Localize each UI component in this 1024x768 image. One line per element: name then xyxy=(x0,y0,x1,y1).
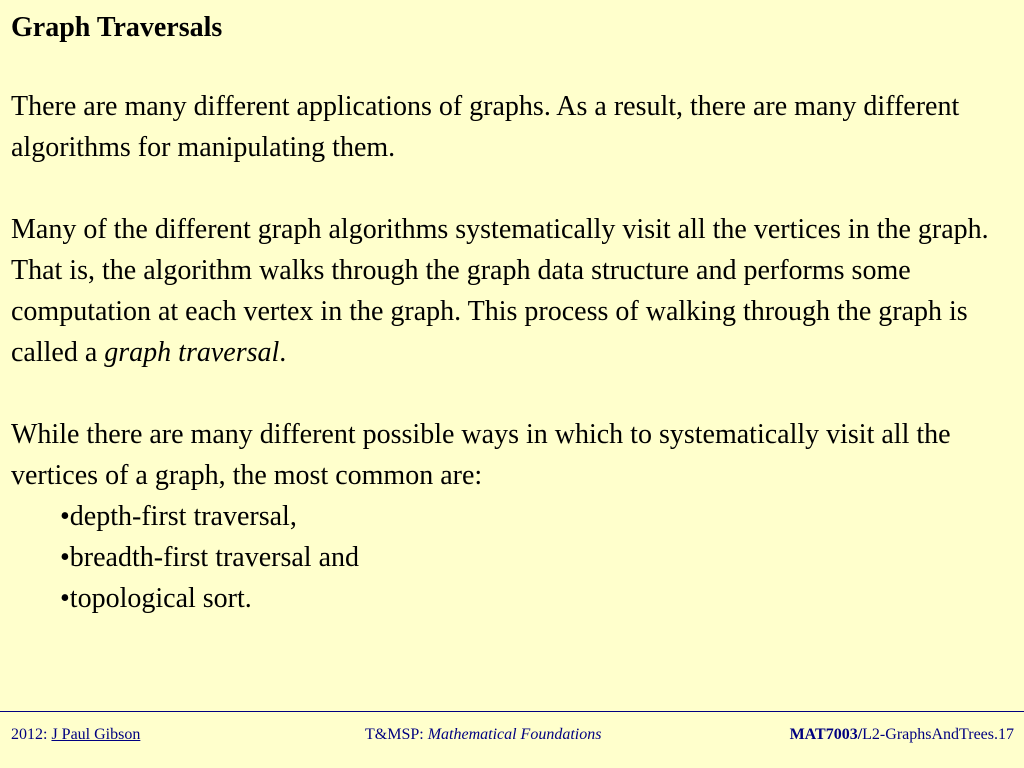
slide-reference: L2-GraphsAndTrees.17 xyxy=(862,726,1014,743)
footer-year: 2012: xyxy=(11,726,52,743)
slide-footer xyxy=(0,711,1024,768)
footer-author xyxy=(11,726,140,744)
slide-title: Graph Traversals xyxy=(11,12,223,43)
author-link[interactable]: J Paul Gibson xyxy=(51,726,141,743)
traversal-definition-paragraph xyxy=(11,209,1001,373)
footer-course xyxy=(365,726,601,744)
definition-term: graph traversal xyxy=(104,337,280,368)
traversal-list xyxy=(11,496,1001,619)
slide-body xyxy=(11,86,1001,619)
module-code: MAT7003/ xyxy=(789,726,863,743)
course-title: Mathematical Foundations xyxy=(427,726,602,743)
list-item: •breadth-first traversal and xyxy=(60,542,360,573)
list-item: •topological sort. xyxy=(60,583,252,614)
list-item: •depth-first traversal, xyxy=(60,501,297,532)
definition-text: Many of the different graph algorithms systematically visit all the vertices in the graph. That is, the algorithm walks through the graph data structure and performs some computation at each vertex in the graph. This process of walking through the graph is called a xyxy=(11,214,989,368)
common-traversals-paragraph: While there are many different possible ways in which to systematically visit all the vertices of a graph, the most common are: xyxy=(11,419,951,491)
intro-paragraph: There are many different applications of graphs. As a result, there are many different algorithms for manipulating them. xyxy=(11,91,960,163)
course-prefix: T&MSP: xyxy=(365,726,428,743)
footer-slide-ref xyxy=(790,726,1014,744)
definition-end: . xyxy=(279,337,287,368)
